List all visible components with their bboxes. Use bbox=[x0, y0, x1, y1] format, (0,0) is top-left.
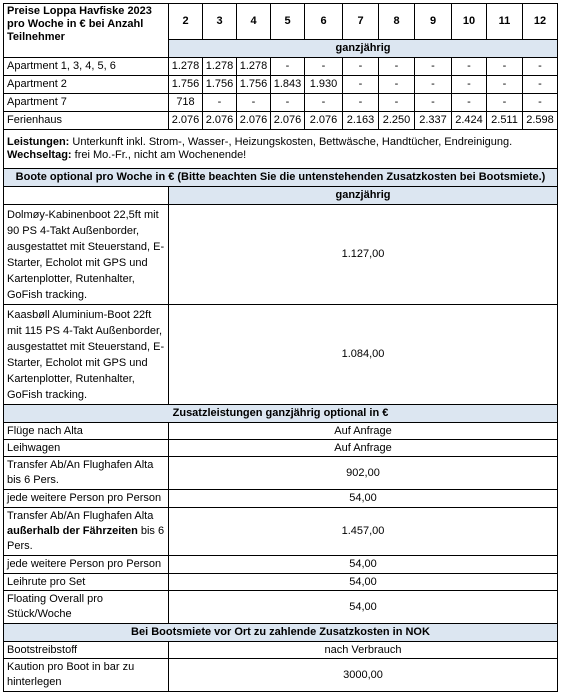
header-col-4: 4 bbox=[237, 4, 271, 40]
empty-cell bbox=[4, 187, 169, 205]
table-row bbox=[4, 94, 558, 112]
row-label: Ferienhaus bbox=[4, 112, 169, 130]
cost-price: nach Verbrauch bbox=[169, 642, 558, 659]
row-label: Apartment 1, 3, 4, 5, 6 bbox=[4, 58, 169, 76]
extra-name bbox=[4, 508, 169, 556]
table-cell: 1.843 bbox=[271, 76, 305, 94]
boat-description: Kaasbøll Aluminium-Boot 22ft mit 115 PS 4-Takt Außenborder, ausgestattet mit Steuerstand, E-Starter, Echolot mit GPS und Kartenplotter, Rutenhalter, GoFish tracking. bbox=[4, 305, 169, 405]
table-cell: - bbox=[415, 58, 452, 76]
table-row bbox=[4, 305, 558, 405]
table-cell: 1.930 bbox=[305, 76, 343, 94]
extra-price: 54,00 bbox=[169, 490, 558, 508]
table-row bbox=[4, 508, 558, 556]
table-cell: - bbox=[271, 58, 305, 76]
header-col-7: 7 bbox=[343, 4, 379, 40]
table-cell: - bbox=[237, 94, 271, 112]
table-cell: - bbox=[452, 94, 487, 112]
table-row bbox=[4, 556, 558, 574]
extra-price: Auf Anfrage bbox=[169, 440, 558, 457]
extra-price: 54,00 bbox=[169, 556, 558, 574]
header-col-2: 2 bbox=[169, 4, 203, 40]
table-cell: - bbox=[379, 76, 415, 94]
row-label: Apartment 2 bbox=[4, 76, 169, 94]
table-cell: - bbox=[523, 58, 558, 76]
table-cell: - bbox=[305, 94, 343, 112]
extra-name-bold: außerhalb der Fährzeiten bbox=[7, 525, 138, 537]
extra-name: Floating Overall pro Stück/Woche bbox=[4, 591, 169, 624]
table-row bbox=[4, 659, 558, 692]
table-cell: - bbox=[487, 76, 523, 94]
extra-name: Flüge nach Alta bbox=[4, 423, 169, 440]
table-cell: - bbox=[271, 94, 305, 112]
services-note bbox=[4, 130, 558, 169]
extra-name-part: Transfer Ab/An Flughafen Alta bbox=[7, 510, 154, 522]
extra-price: 902,00 bbox=[169, 457, 558, 490]
table-cell: 2.076 bbox=[203, 112, 237, 130]
extra-price: 1.457,00 bbox=[169, 508, 558, 556]
header-col-8: 8 bbox=[379, 4, 415, 40]
extra-price: 54,00 bbox=[169, 591, 558, 624]
cost-name: Kaution pro Boot in bar zu hinterlegen bbox=[4, 659, 169, 692]
table-row bbox=[4, 642, 558, 659]
table-cell: 1.278 bbox=[203, 58, 237, 76]
table-cell: - bbox=[415, 76, 452, 94]
table-row bbox=[4, 591, 558, 624]
extra-name: jede weitere Person pro Person bbox=[4, 556, 169, 574]
boat-price: 1.127,00 bbox=[169, 205, 558, 305]
boat-description: Dolmøy-Kabinenboot 22,5ft mit 90 PS 4-Takt Außenborder, ausgestattet mit Steuerstand, E-Starter, Echolot mit GPS und Kartenplotter, Rutenhalter, GoFish tracking. bbox=[4, 205, 169, 305]
row-label: Apartment 7 bbox=[4, 94, 169, 112]
header-col-3: 3 bbox=[203, 4, 237, 40]
price-table bbox=[3, 3, 558, 692]
table-cell: 2.076 bbox=[237, 112, 271, 130]
boats-season-row bbox=[4, 187, 558, 205]
table-row bbox=[4, 574, 558, 591]
extra-name: jede weitere Person pro Person bbox=[4, 490, 169, 508]
cost-name: Bootstreibstoff bbox=[4, 642, 169, 659]
table-cell: 2.076 bbox=[305, 112, 343, 130]
table-cell: - bbox=[523, 76, 558, 94]
table-cell: 2.598 bbox=[523, 112, 558, 130]
table-cell: 1.756 bbox=[169, 76, 203, 94]
header-col-6: 6 bbox=[305, 4, 343, 40]
table-row bbox=[4, 457, 558, 490]
extra-name: Transfer Ab/An Flughafen Alta bis 6 Pers. bbox=[4, 457, 169, 490]
changeover-label: Wechseltag: bbox=[7, 149, 72, 161]
services-row bbox=[4, 130, 558, 169]
local-costs-heading-row bbox=[4, 624, 558, 642]
table-row bbox=[4, 423, 558, 440]
header-col-9: 9 bbox=[415, 4, 452, 40]
table-cell: 2.076 bbox=[271, 112, 305, 130]
table-cell: - bbox=[487, 58, 523, 76]
table-cell: 2.337 bbox=[415, 112, 452, 130]
table-cell: 1.278 bbox=[237, 58, 271, 76]
extras-heading: Zusatzleistungen ganzjährig optional in € bbox=[4, 405, 558, 423]
services-text: Unterkunft inkl. Strom-, Wasser-, Heizungskosten, Bettwäsche, Handtücher, Endreinigung. bbox=[69, 136, 513, 148]
table-row bbox=[4, 112, 558, 130]
table-row bbox=[4, 58, 558, 76]
boats-heading: Boote optional pro Woche in € (Bitte beachten Sie die untenstehenden Zusatzkosten bei Bootsmiete.) bbox=[4, 169, 558, 187]
boats-season-label: ganzjährig bbox=[169, 187, 558, 205]
table-row bbox=[4, 76, 558, 94]
table-cell: 2.511 bbox=[487, 112, 523, 130]
table-cell: - bbox=[343, 58, 379, 76]
extra-name: Leihrute pro Set bbox=[4, 574, 169, 591]
extra-price: Auf Anfrage bbox=[169, 423, 558, 440]
table-cell: - bbox=[523, 94, 558, 112]
table-cell: - bbox=[452, 76, 487, 94]
header-col-12: 12 bbox=[523, 4, 558, 40]
table-cell: 2.076 bbox=[169, 112, 203, 130]
header-col-5: 5 bbox=[271, 4, 305, 40]
extra-name-part: bis 6 Pers. bbox=[7, 525, 165, 552]
table-cell: 1.278 bbox=[169, 58, 203, 76]
extras-heading-row bbox=[4, 405, 558, 423]
table-cell: - bbox=[343, 76, 379, 94]
table-title: Preise Loppa Havfiske 2023 pro Woche in € bei Anzahl Teilnehmer bbox=[4, 4, 169, 58]
boat-price: 1.084,00 bbox=[169, 305, 558, 405]
table-cell: - bbox=[343, 94, 379, 112]
extra-name: Leihwagen bbox=[4, 440, 169, 457]
extra-price: 54,00 bbox=[169, 574, 558, 591]
table-cell: 1.756 bbox=[237, 76, 271, 94]
table-row bbox=[4, 440, 558, 457]
table-cell: 2.250 bbox=[379, 112, 415, 130]
header-col-11: 11 bbox=[487, 4, 523, 40]
table-cell: 2.424 bbox=[452, 112, 487, 130]
local-costs-heading: Bei Bootsmiete vor Ort zu zahlende Zusatzkosten in NOK bbox=[4, 624, 558, 642]
services-label: Leistungen: bbox=[7, 136, 70, 148]
table-cell: - bbox=[487, 94, 523, 112]
table-cell: - bbox=[379, 58, 415, 76]
header-row bbox=[4, 4, 558, 40]
table-cell: - bbox=[305, 58, 343, 76]
table-cell: - bbox=[379, 94, 415, 112]
cost-price: 3000,00 bbox=[169, 659, 558, 692]
table-cell: - bbox=[203, 94, 237, 112]
table-row bbox=[4, 205, 558, 305]
table-cell: 2.163 bbox=[343, 112, 379, 130]
boats-heading-row bbox=[4, 169, 558, 187]
header-col-10: 10 bbox=[452, 4, 487, 40]
table-row bbox=[4, 490, 558, 508]
table-cell: 1.756 bbox=[203, 76, 237, 94]
changeover-text: frei Mo.-Fr., nicht am Wochenende! bbox=[71, 149, 247, 161]
season-label: ganzjährig bbox=[169, 40, 558, 58]
table-cell: 718 bbox=[169, 94, 203, 112]
table-cell: - bbox=[452, 58, 487, 76]
table-cell: - bbox=[415, 94, 452, 112]
